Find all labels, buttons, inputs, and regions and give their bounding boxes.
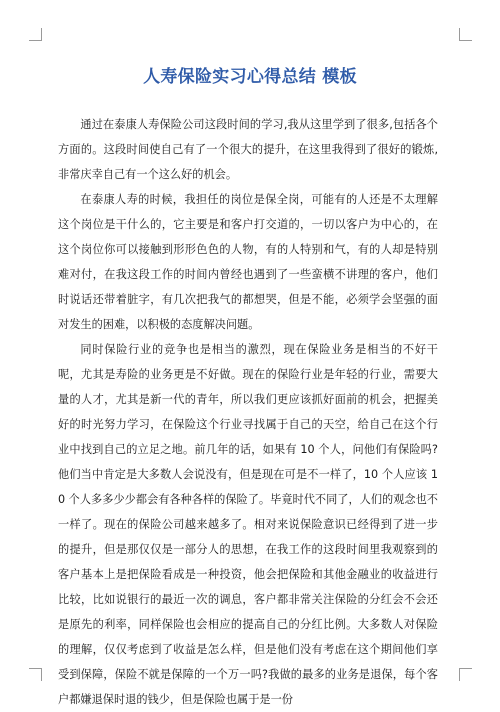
crop-mark-top-left (29, 28, 42, 41)
document-body (58, 112, 438, 712)
paragraph-1: 通过在泰康人寿保险公司这段时间的学习,我从这里学到了很多,包括各个方面的。这段时间使自己有了一个很大的提升，在这里我得到了很好的锻炼,非常庆幸自己有一个这么好的机会。 (58, 118, 438, 181)
crop-mark-top-right (459, 28, 472, 41)
paragraph-3: 同时保险行业的竞争也是相当的激烈，现在保险业务是相当的不好干呢，尤其是寿险的业务更是不好做。现在的保险行业是年轻的行业，需要大量的人才，尤其是新一代的青年，所以我们更应该抓好面前的机会，把握美好的时光努力学习，在保险这个行业寻找属于自己的天空，给自己在这个行业中找到自己的立足之地。前几年的话，如果有 10 个人，问他们有保险吗?他们当中肯定是大多数人会说没有，但是现在可是不一样了，10 个人应该 10 个人多多少少都会有各种各样的保险了。毕竟时代不同了，人们的观念也不一样了。现在的保险公司越来越多了。相对来说保险意识已经得到了进一步的提升，但是那仅仅是一部分人的思想，在我工作的这段时间里我观察到的客户基本上是把保险看成是一种投资，他会把保险和其他金融业的收益进行比较，比如说银行的最近一次的调息，客户都非常关注保险的分红会不会还是原先的利率，同样保险也会相应的提高自己的分红比例。大多数人对保险的理解，仅仅考虑到了收益是怎么样，但是他们没有考虑在这个期间他们享受到保障，保险不就是保障的一个万一吗?我做的最多的业务是退保，每个客户都嫌退保时退的钱少，但是保险也属于是一份 (58, 343, 438, 706)
crop-mark-bottom-left (29, 668, 42, 681)
paragraph-2: 在泰康人寿的时候，我担任的岗位是保全岗，可能有的人还是不太理解这个岗位是干什么的，它主要是和客户打交道的，一切以客户为中心的，在这个岗位你可以接触到形形色色的人物，有的人特别和气，有的人却是特别难对付，在我这段工作的时间内曾经也遇到了一些蛮横不讲理的客户，他们时说话还带着脏字，有几次把我气的都想哭，但是不能，必须学会坚强的面对发生的困难，以积极的态度解决问题。 (58, 193, 438, 331)
document-title: 人寿保险实习心得总结 模板 (143, 67, 357, 87)
crop-mark-bottom-right (459, 668, 472, 681)
